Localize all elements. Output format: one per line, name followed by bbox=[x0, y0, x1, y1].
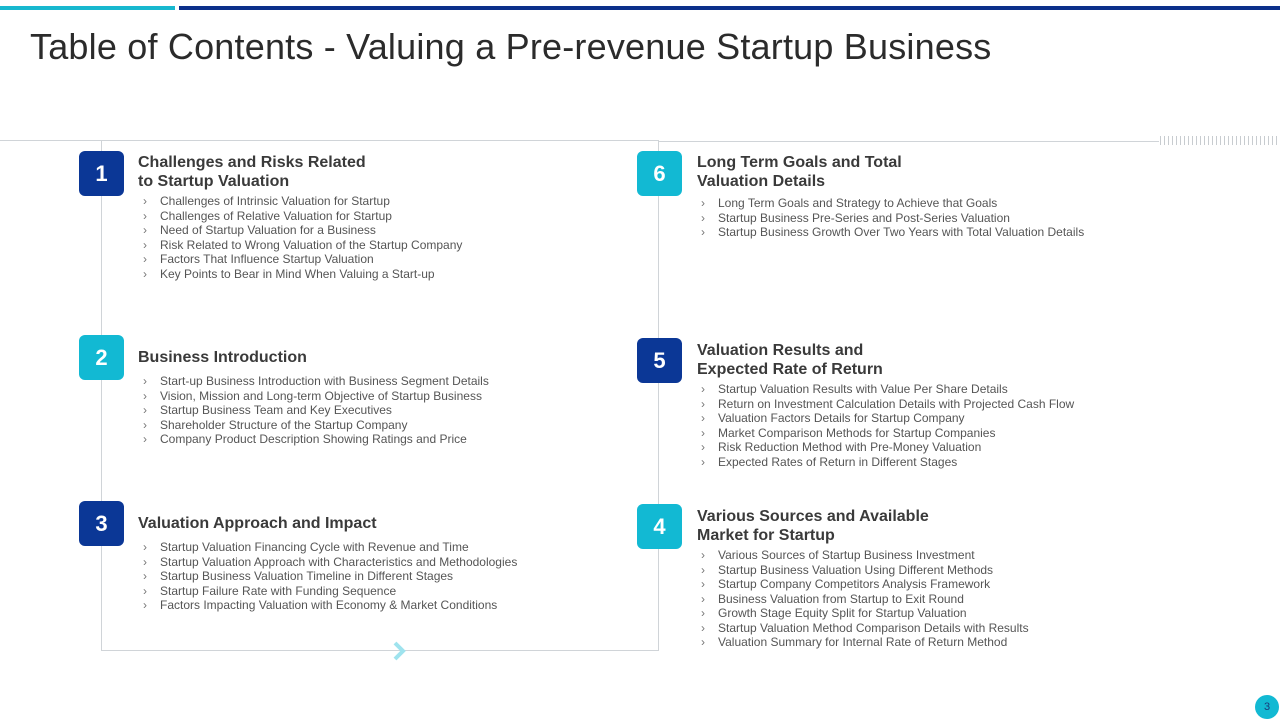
list-item[interactable]: › Factors That Influence Startup Valuation bbox=[143, 252, 462, 267]
section-title: Business Introduction bbox=[138, 349, 307, 366]
list-item[interactable]: › Startup Valuation Results with Value Per Share Details bbox=[701, 382, 1074, 397]
list-item[interactable]: › Startup Failure Rate with Funding Sequence bbox=[143, 584, 517, 599]
page-number-badge: 3 bbox=[1255, 695, 1279, 719]
section-title: Long Term Goals and Total Valuation Details bbox=[697, 154, 902, 190]
section-number-badge: 1 bbox=[79, 151, 124, 196]
list-item[interactable]: › Need of Startup Valuation for a Business bbox=[143, 223, 462, 238]
list-item[interactable]: › Risk Reduction Method with Pre-Money Valuation bbox=[701, 440, 1074, 455]
section-number-badge: 2 bbox=[79, 335, 124, 380]
section-item-list bbox=[143, 540, 517, 613]
list-item[interactable]: › Startup Company Competitors Analysis Framework bbox=[701, 577, 1029, 592]
section-number-badge: 6 bbox=[637, 151, 682, 196]
section-item-list bbox=[701, 382, 1074, 469]
list-item[interactable]: › Various Sources of Startup Business Investment bbox=[701, 548, 1029, 563]
section-number-badge: 5 bbox=[637, 338, 682, 383]
list-item[interactable]: › Risk Related to Wrong Valuation of the Startup Company bbox=[143, 238, 462, 253]
list-item[interactable]: › Start-up Business Introduction with Business Segment Details bbox=[143, 374, 489, 389]
list-item[interactable]: › Startup Valuation Method Comparison Details with Results bbox=[701, 621, 1029, 636]
section-title: Valuation Approach and Impact bbox=[138, 515, 377, 532]
section-item-list bbox=[701, 196, 1084, 240]
list-item[interactable]: › Expected Rates of Return in Different Stages bbox=[701, 455, 1074, 470]
section-title: Valuation Results and Expected Rate of Return bbox=[697, 342, 883, 378]
list-item[interactable]: › Startup Business Valuation Using Different Methods bbox=[701, 563, 1029, 578]
list-item[interactable]: › Long Term Goals and Strategy to Achieve that Goals bbox=[701, 196, 1084, 211]
divider-left bbox=[0, 140, 102, 141]
section-title: Challenges and Risks Related to Startup Valuation bbox=[138, 154, 366, 190]
list-item[interactable]: › Business Valuation from Startup to Exit Round bbox=[701, 592, 1029, 607]
list-item[interactable]: › Startup Valuation Approach with Characteristics and Methodologies bbox=[143, 555, 517, 570]
tick-decoration bbox=[1160, 136, 1278, 145]
section-item-list bbox=[143, 374, 489, 447]
list-item[interactable]: › Challenges of Relative Valuation for Startup bbox=[143, 209, 462, 224]
list-item[interactable]: › Key Points to Bear in Mind When Valuing a Start-up bbox=[143, 267, 462, 282]
section-title: Various Sources and Available Market for Startup bbox=[697, 508, 929, 544]
list-item[interactable]: › Startup Valuation Financing Cycle with Revenue and Time bbox=[143, 540, 517, 555]
list-item[interactable]: › Valuation Summary for Internal Rate of Return Method bbox=[701, 635, 1029, 650]
list-item[interactable]: › Vision, Mission and Long-term Objective of Startup Business bbox=[143, 389, 489, 404]
section-number-badge: 3 bbox=[79, 501, 124, 546]
list-item[interactable]: › Challenges of Intrinsic Valuation for Startup bbox=[143, 194, 462, 209]
list-item[interactable]: › Startup Business Growth Over Two Years with Total Valuation Details bbox=[701, 225, 1084, 240]
section-item-list bbox=[701, 548, 1029, 650]
page-title: Table of Contents - Valuing a Pre-revenue Startup Business bbox=[30, 26, 992, 67]
list-item[interactable]: › Return on Investment Calculation Details with Projected Cash Flow bbox=[701, 397, 1074, 412]
list-item[interactable]: › Startup Business Valuation Timeline in Different Stages bbox=[143, 569, 517, 584]
top-accent-bar-navy bbox=[179, 6, 1280, 10]
list-item[interactable]: › Growth Stage Equity Split for Startup Valuation bbox=[701, 606, 1029, 621]
list-item[interactable]: › Startup Business Team and Key Executives bbox=[143, 403, 489, 418]
list-item[interactable]: › Shareholder Structure of the Startup Company bbox=[143, 418, 489, 433]
list-item[interactable]: › Valuation Factors Details for Startup Company bbox=[701, 411, 1074, 426]
section-item-list bbox=[143, 194, 462, 281]
list-item[interactable]: › Company Product Description Showing Ratings and Price bbox=[143, 432, 489, 447]
divider-right bbox=[659, 141, 1159, 142]
chevron-right-icon bbox=[392, 641, 408, 661]
list-item[interactable]: › Market Comparison Methods for Startup Companies bbox=[701, 426, 1074, 441]
section-number-badge: 4 bbox=[637, 504, 682, 549]
list-item[interactable]: › Factors Impacting Valuation with Economy & Market Conditions bbox=[143, 598, 517, 613]
list-item[interactable]: › Startup Business Pre-Series and Post-Series Valuation bbox=[701, 211, 1084, 226]
top-accent-bar-cyan bbox=[0, 6, 175, 10]
